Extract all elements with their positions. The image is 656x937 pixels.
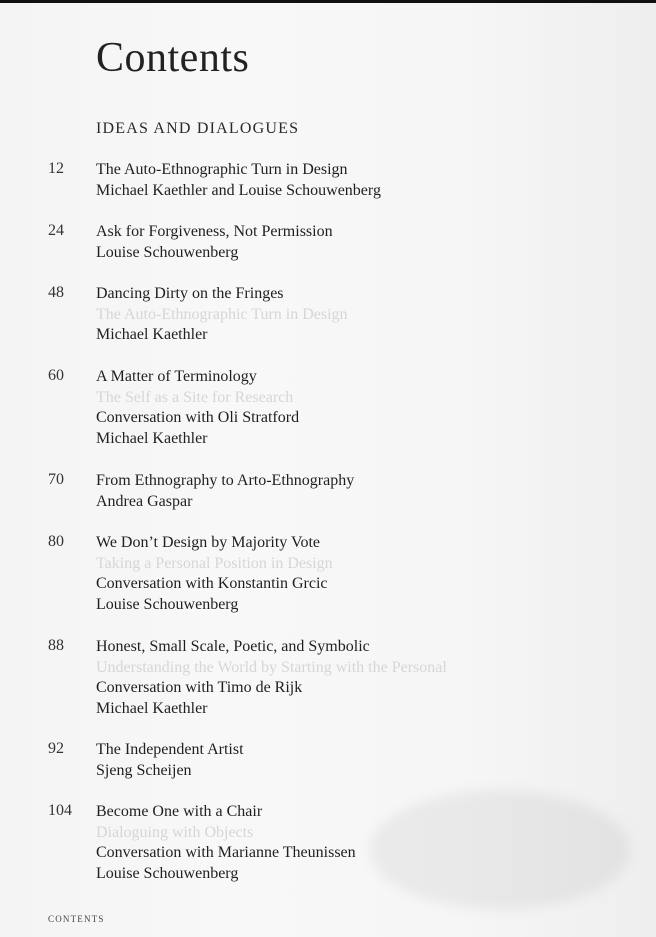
entry-author: Louise Schouwenberg	[96, 595, 239, 613]
entry-subtitle: The Auto-Ethnographic Turn in Design	[96, 305, 348, 323]
entry-title: Dancing Dirty on the Fringes	[96, 285, 284, 302]
entry-lines	[96, 802, 356, 884]
entry-author: Michael Kaethler and Louise Schouwenberg	[96, 181, 381, 199]
entry-lines	[96, 740, 244, 781]
entry-author: Andrea Gaspar	[96, 492, 193, 510]
entry-title: Ask for Forgiveness, Not Permission	[96, 223, 333, 240]
page-number: 60	[48, 367, 64, 384]
page-number: 24	[48, 222, 64, 239]
entry-lines	[96, 284, 348, 346]
section-heading: IDEAS AND DIALOGUES	[96, 120, 300, 137]
bleed-through-shadow	[370, 790, 630, 910]
entry-conversation: Conversation with Timo de Rijk	[96, 679, 303, 696]
running-footer: CONTENTS	[48, 914, 105, 924]
top-edge-line	[0, 0, 656, 3]
entry-title: The Independent Artist	[96, 741, 244, 758]
page-number: 70	[48, 471, 64, 488]
entry-lines	[96, 533, 333, 615]
entry-title: The Auto-Ethnographic Turn in Design	[96, 161, 348, 178]
entry-author: Michael Kaethler	[96, 326, 208, 343]
entry-lines	[96, 160, 381, 201]
entry-lines	[96, 471, 354, 512]
page-number: 104	[48, 802, 72, 819]
entry-subtitle: Taking a Personal Position in Design	[96, 554, 333, 572]
entry-author: Michael Kaethler	[96, 429, 208, 447]
page-title: Contents	[96, 35, 250, 81]
entry-title: We Don’t Design by Majority Vote	[96, 534, 321, 551]
entry-title: A Matter of Terminology	[96, 368, 257, 385]
page-number: 92	[48, 740, 64, 757]
entry-lines	[96, 367, 299, 449]
page-number: 12	[48, 160, 64, 177]
entry-conversation: Conversation with Oli Stratford	[96, 409, 300, 426]
entry-title: Become One with a Chair	[96, 803, 263, 820]
page-number: 80	[48, 533, 64, 550]
entry-subtitle: Dialoguing with Objects	[96, 823, 254, 841]
entry-subtitle: Understanding the World by Starting with the Personal	[96, 658, 447, 676]
entry-title: Honest, Small Scale, Poetic, and Symbolic	[96, 638, 370, 655]
entry-title: From Ethnography to Arto-Ethnography	[96, 472, 355, 489]
entry-author: Sjeng Scheijen	[96, 761, 192, 779]
entry-lines	[96, 637, 447, 719]
entry-subtitle: The Self as a Site for Research	[96, 388, 294, 406]
entry-author: Michael Kaethler	[96, 699, 208, 717]
page-number: 48	[48, 284, 64, 301]
entry-conversation: Conversation with Marianne Theunissen	[96, 844, 356, 861]
page-number: 88	[48, 637, 64, 654]
entry-lines	[96, 222, 333, 263]
entry-conversation: Conversation with Konstantin Grcic	[96, 575, 328, 592]
entry-author: Louise Schouwenberg	[96, 864, 239, 882]
entry-author: Louise Schouwenberg	[96, 243, 239, 261]
